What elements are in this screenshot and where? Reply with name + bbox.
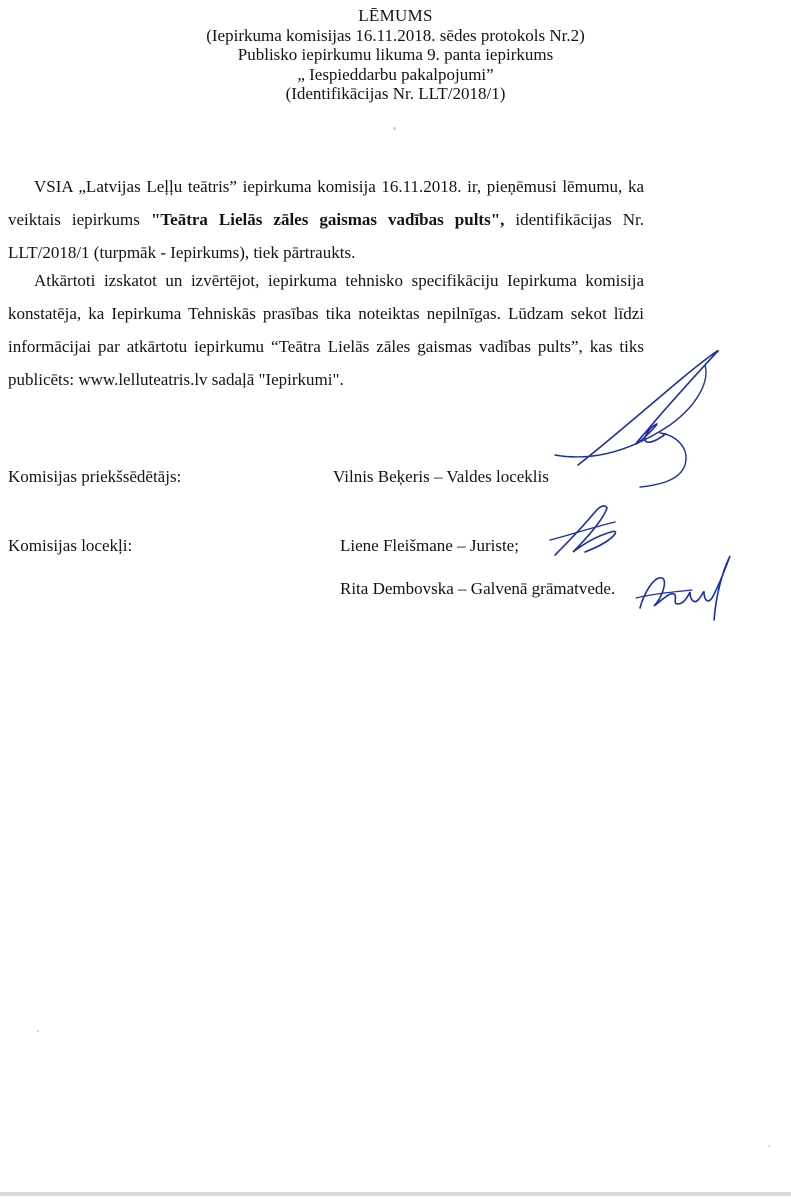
decision-text-start: VSIA „Latvijas Leļļu teātris” iepirkuma komisija 16.11.2018. ir, pieņēmusi lēmumu, ka veiktais iepirkums [8,177,644,229]
chair-label: Komisijas priekšsēdētājs: [8,467,182,486]
decision-text-end: identifikācijas Nr. LLT/2018/1 (turpmāk - Iepirkums), tiek pārtraukts. [8,210,644,262]
scan-edge [0,1192,791,1196]
procurement-name-line: „ Iespieddarbu pakalpojumi” [297,64,494,84]
member-1-signature [545,500,630,565]
procurement-law-line: Publisko iepirkumu likuma 9. panta iepirkums [237,45,554,64]
document-header [0,6,791,104]
members-label: Komisijas locekļi: [8,536,133,555]
decision-paragraph [8,170,644,269]
identification-line: (Identifikācijas Nr. LLT/2018/1) [285,84,506,103]
member-2-name: Rita Dembovska – Galvenā grāmatvede. [340,579,616,598]
chair-name: Vilnis Beķeris – Valdes loceklis [333,467,549,486]
member-1-name: Liene Fleišmane – Juriste; [340,536,519,555]
scan-speck [393,127,396,130]
reason-paragraph [8,264,644,396]
procurement-subject: "Teātra Lielās zāles gaismas vadības pults", [150,210,505,229]
scan-speck [768,1145,770,1147]
reason-text: Atkārtoti izskatot un izvērtējot, iepirkuma tehnisko specifikāciju Iepirkuma komisija konstatēja, ka Iepirkuma Tehniskās prasības tika noteiktas nepilnīgas. Lūdzam sekot līdzi informācijai par atkārtotu iepirkumu “Teātra Lielās zāles gaismas vadības pults”, kas tiks publicēts: www.lelluteatris.lv sadaļā "Iepirkumi". [8,271,644,389]
scan-speck [37,1030,39,1032]
document-title: LĒMUMS [358,6,433,25]
member-2-signature [632,548,742,628]
protocol-line: (Iepirkuma komisijas 16.11.2018. sēdes protokols Nr.2) [206,25,585,45]
